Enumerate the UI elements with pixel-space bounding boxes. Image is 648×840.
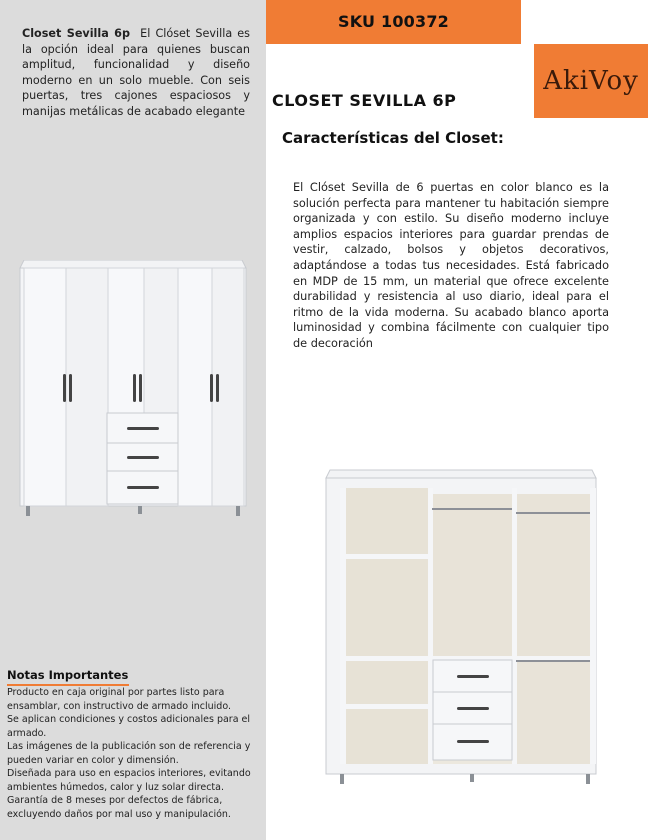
note-item: Diseñada para uso en espacios interiores, evitando ambientes húmedos, calor y luz solar directa. xyxy=(7,768,251,793)
product-title: CLOSET SEVILLA 6P xyxy=(272,91,457,110)
notes-heading: Notas Importantes xyxy=(7,668,129,682)
intro-paragraph xyxy=(22,26,250,119)
sku-label: SKU 100372 xyxy=(338,12,449,31)
closed-wardrobe-image xyxy=(14,260,250,524)
note-item: Las imágenes de la publicación son de referencia y pueden variar en color y dimensión. xyxy=(7,741,251,766)
note-item: Garantía de 8 meses por defectos de fábrica, excluyendo daños por mal uso y manipulación. xyxy=(7,795,231,820)
note-item: Producto en caja original por partes listo para ensamblar, con instructivo de armado incluido. xyxy=(7,687,231,712)
product-description: El Clóset Sevilla de 6 puertas en color blanco es la solución perfecta para mantener tu habitación siempre organizada y con estilo. Su diseño moderno incluye amplios espacios interiores para guardar prendas de vestir, calzado, bolsos y objetos decorativos, adaptándose a todas tus necesidades. Está fabricado en MDP de 15 mm, un material que ofrece excelente durabilidad y resistencia al uso diario, ideal para el ritmo de la vida moderna. Su acabado blanco aporta luminosidad y combina fácilmente con cualquier tipo de decoración xyxy=(293,181,609,350)
sku-banner xyxy=(266,0,521,44)
intro-product-name: Closet Sevilla 6p xyxy=(22,27,130,40)
open-wardrobe-image xyxy=(322,468,604,788)
features-heading: Características del Closet: xyxy=(282,129,504,147)
intro-text: El Clóset Sevilla es la opción ideal para quienes buscan amplitud, funcionalidad y diseño moderno en un solo mueble. Con seis puertas, tres cajones espaciosos y manijas metálicas de acabado elegante xyxy=(22,27,250,118)
brand-logo-text: AkiVoy xyxy=(543,66,639,96)
notes-list xyxy=(7,686,263,821)
note-item: Se aplican condiciones y costos adicionales para el armado. xyxy=(7,714,251,739)
brand-logo xyxy=(534,44,648,118)
